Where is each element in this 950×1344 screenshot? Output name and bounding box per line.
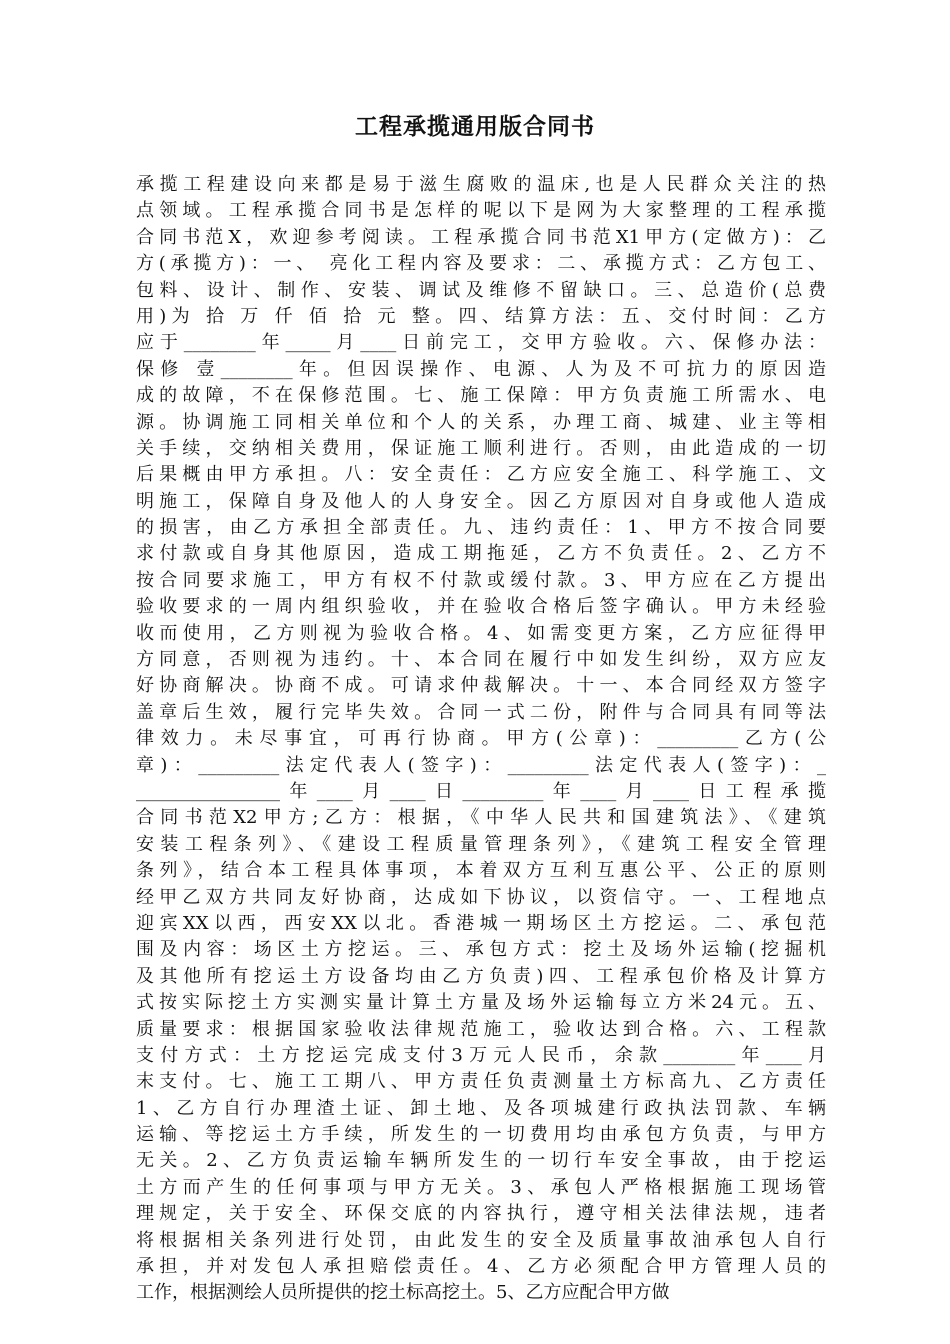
body-line: 承担，并对发包人承担赔偿责任。4、乙方必须配合甲方管理人员的 (136, 1256, 826, 1278)
body-line: 成的故障，不在保修范围。七、施工保障：甲方负责施工所需水、电 (136, 385, 826, 407)
body-line: 质量要求：根据国家验收法律规范施工，验收达到合格。六、工程款 (136, 1018, 826, 1040)
body-line: 盖章后生效，履行完毕失效。合同一式二份，附件与合同具有同等法 (136, 701, 826, 723)
body-line: 关手续，交纳相关费用，保证施工顺利进行。否则，由此造成的一切 (136, 437, 826, 459)
body-line: 好协商解决。协商不成。可请求仲裁解决。十一、本合同经双方签字 (136, 675, 826, 697)
document-body (136, 172, 826, 1307)
body-line: 合同书范X，欢迎参考阅读。工程承揽合同书范X1甲方(定做方)：乙 (136, 226, 826, 248)
body-line: 应于________年_____月____日前完工，交甲方验收。六、保修办法： (136, 332, 826, 354)
body-line: 点领域。工程承揽合同书是怎样的呢以下是网为大家整理的工程承揽 (136, 200, 826, 222)
body-line: 保修 壹________年。但因误操作、电源、人为及不可抗力的原因造 (136, 358, 826, 380)
body-line: 末支付。七、施工工期八、甲方责任负责测量土方标高九、乙方责任 (136, 1071, 826, 1093)
body-line: 安装工程条列》、《建设工程质量管理条列》，《建筑工程安全管理 (136, 833, 826, 855)
body-line: 后果概由甲方承担。八：安全责任：乙方应安全施工、科学施工、文 (136, 464, 826, 486)
body-line: 迎宾XX以西，西安XX以北。香港城一期场区土方挖运。二、承包范 (136, 912, 826, 934)
body-line: 围及内容：场区土方挖运。三、承包方式：挖土及场外运输(挖掘机 (136, 939, 826, 961)
body-line: 的损害，由乙方承担全部责任。九、违约责任：1、甲方不按合同要 (136, 517, 826, 539)
body-line: 及其他所有挖运土方设备均由乙方负责)四、工程承包价格及计算方 (136, 965, 826, 987)
body-line: 1、乙方自行办理渣土证、卸土地、及各项城建行政执法罚款、车辆 (136, 1097, 826, 1119)
body-line: 经甲乙双方共同友好协商，达成如下协议，以资信守。一、工程地点 (136, 886, 826, 908)
body-line: 土方而产生的任何事项与甲方无关。3、承包人严格根据施工现场管 (136, 1176, 826, 1198)
body-line: 方(承揽方)：一、 亮化工程内容及要求：二、承揽方式：乙方包工、 (136, 253, 826, 275)
document-title: 工程承揽通用版合同书 (355, 113, 595, 140)
body-line: 用)为 拾 万 仟 佰 拾 元 整。四、结算方法：五、交付时间：乙方 (136, 305, 826, 327)
body-line: 承揽工程建设向来都是易于滋生腐败的温床,也是人民群众关注的热 (136, 174, 826, 195)
body-line: 律效力。未尽事宜，可再行协商。甲方(公章)：_________乙方(公 (136, 728, 826, 750)
body-line: 方同意，否则视为违约。十、本合同在履行中如发生纠纷，双方应友 (136, 649, 826, 671)
body-line: ________________年____月____日_________年____月____日工程承揽 (136, 780, 826, 802)
body-line: 理规定，关于安全、环保交底的内容执行，遵守相关法律法规，违者 (136, 1203, 826, 1225)
body-line: 按合同要求施工，甲方有权不付款或缓付款。3、甲方应在乙方提出 (136, 569, 826, 591)
body-line: 收而使用，乙方则视为验收合格。4、如需变更方案，乙方应征得甲 (136, 622, 826, 644)
body-line: 明施工，保障自身及他人的人身安全。因乙方原因对自身或他人造成 (136, 490, 826, 512)
body-line: 条列》，结合本工程具体事项，本着双方互利互惠公平、公正的原则 (136, 860, 826, 882)
body-line: 工作，根据测绘人员所提供的挖土标高挖土。5、乙方应配合甲方做 (136, 1282, 670, 1304)
body-line: 求付款或自身其他原因，造成工期拖延，乙方不负责任。2、乙方不 (136, 543, 826, 565)
body-line: 验收要求的一周内组织验收，并在验收合格后签字确认。甲方未经验 (136, 596, 826, 618)
body-line: 章)：_________法定代表人(签字)：_________法定代表人(签字)：_ (136, 754, 826, 776)
body-line: 将根据相关条列进行处罚，由此发生的安全及质量事故油承包人自行 (136, 1229, 826, 1251)
body-line: 源。协调施工同相关单位和个人的关系，办理工商、城建、业主等相 (136, 411, 826, 433)
body-line: 支付方式：土方挖运完成支付3万元人民币，余款________年____月 (136, 1044, 826, 1066)
body-line: 合同书范X2甲方;乙方：根据，《中华人民共和国建筑法》、《建筑 (136, 807, 826, 829)
body-line: 式按实际挖土方实测实量计算土方量及场外运输每立方米24元。五、 (136, 992, 826, 1014)
body-line: 包料、设计、制作、安装、调试及维修不留缺口。三、总造价(总费 (136, 279, 826, 301)
body-line: 无关。2、乙方负责运输车辆所发生的一切行车安全事故，由于挖运 (136, 1150, 826, 1172)
body-line: 运输、等挖运土方手续，所发生的一切费用均由承包方负责，与甲方 (136, 1124, 826, 1146)
